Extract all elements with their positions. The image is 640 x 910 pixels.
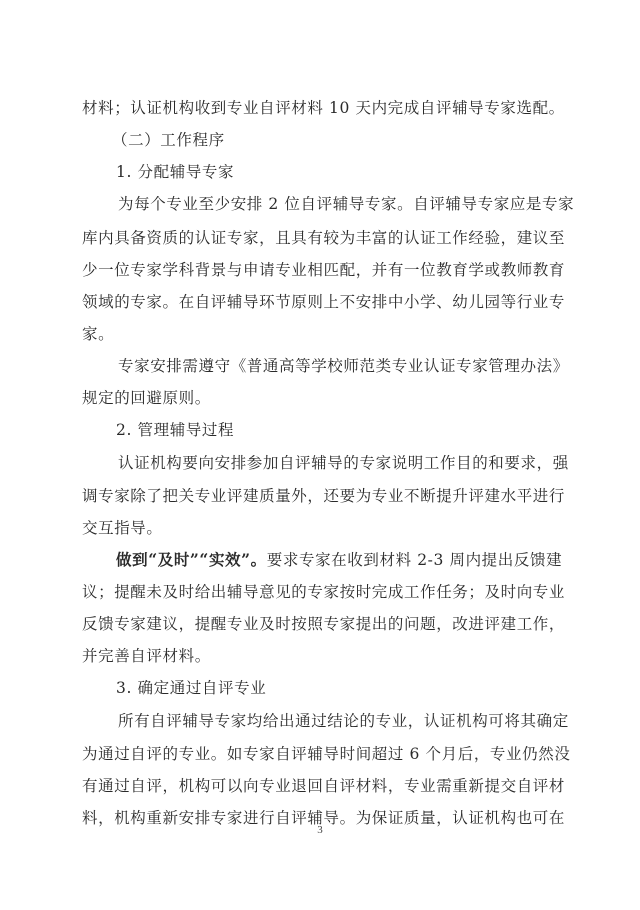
text-line: 议；提醒未及时给出辅导意见的专家按时完成工作任务；及时向专业 — [82, 583, 566, 601]
text-line: 规定的回避原则。 — [82, 389, 211, 407]
subsection-heading: 3. 确定通过自评专业 — [116, 679, 267, 697]
text-line: 少一位专家学科背景与申请专业相匹配，并有一位教育学或教师教育 — [82, 261, 566, 279]
text-line: 交互指导。 — [82, 519, 163, 537]
text-line: 专家安排需遵守《普通高等学校师范类专业认证专家管理办法》 — [118, 357, 569, 375]
text-line-rest: 要求专家在收到材料 2-3 周内提出反馈建 — [266, 551, 563, 569]
subsection-heading: 1. 分配辅导专家 — [116, 163, 235, 181]
text-line: 为通过自评的专业。如专家自评辅导时间超过 6 个月后，专业仍然没 — [82, 745, 571, 763]
page-number: 3 — [317, 824, 323, 836]
text-line: 为每个专业至少安排 2 位自评辅导专家。自评辅导专家应是专家 — [118, 195, 575, 213]
text-line: 库内具备资质的认证专家，且具有较为丰富的认证工作经验，建议至 — [82, 229, 566, 247]
text-line: 领域的专家。在自评辅导环节原则上不安排中小学、幼儿园等行业专 — [82, 293, 566, 311]
emphasis-text: 做到“及时”“实效”。 — [116, 550, 267, 569]
text-line: 有通过自评，机构可以向专业退回自评材料，专业需重新提交自评材 — [82, 777, 566, 795]
text-line: 调专家除了把关专业评建质量外，还要为专业不断提升评建水平进行 — [82, 487, 566, 505]
text-line: 所有自评辅导专家均给出通过结论的专业，认证机构可将其确定 — [118, 712, 569, 730]
text-line: 并完善自评材料。 — [82, 647, 211, 665]
section-heading: （二）工作程序 — [112, 131, 225, 149]
text-line: 材料；认证机构收到专业自评材料 10 天内完成自评辅导专家选配。 — [82, 99, 565, 117]
text-line: 反馈专家建议，提醒专业及时按照专家提出的问题，改进评建工作， — [82, 615, 566, 633]
text-line-lead — [116, 550, 562, 570]
text-line: 认证机构要向安排参加自评辅导的专家说明工作目的和要求，强 — [118, 454, 569, 472]
text-line: 家。 — [82, 325, 115, 343]
text-line: 料，机构重新安排专家进行自评辅导。为保证质量，认证机构也可在 — [82, 809, 566, 827]
subsection-heading: 2. 管理辅导过程 — [116, 421, 235, 439]
